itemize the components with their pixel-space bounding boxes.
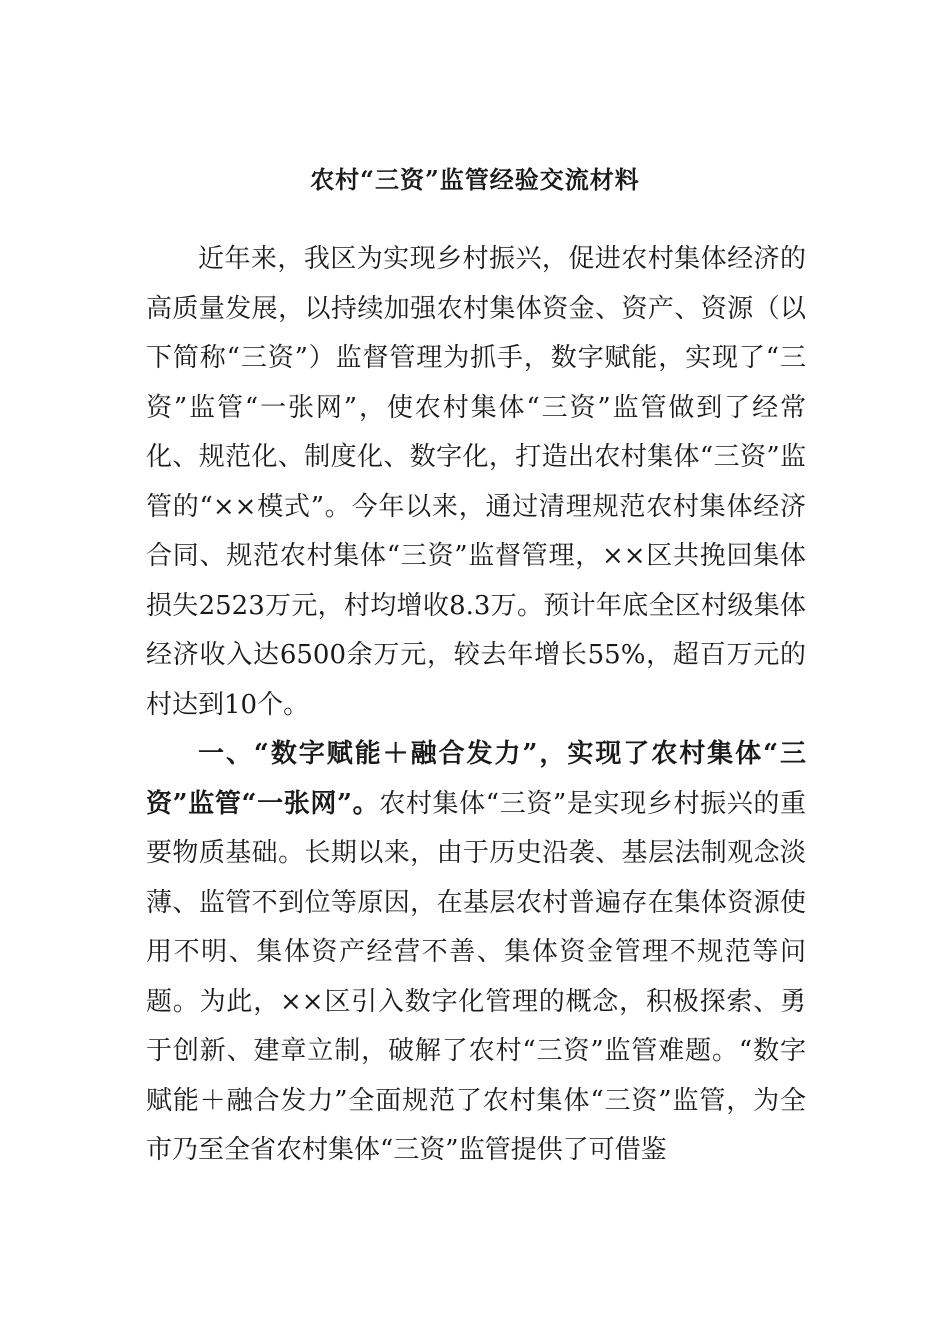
section-one-paragraph bbox=[146, 730, 806, 1176]
intro-paragraph bbox=[146, 235, 806, 730]
document-title: 农村“三资”监管经验交流材料 bbox=[310, 165, 640, 194]
document-body bbox=[146, 235, 806, 1176]
intro-paragraph-text: 近年来，我区为实现乡村振兴，促进农村集体经济的高质量发展，以持续加强农村集体资金、资产、资源（以下简称“三资”）监督管理为抓手，数字赋能，实现了“三资”监管“一张网”，使农村集体“三资”监管做到了经常化、规范化、制度化、数字化，打造出农村集体“三资”监管的“××模式”。今年以来，通过清理规范农村集体经济合同、规范农村集体“三资”监督管理，××区共挽回集体损失2523万元，村均增收8.3万。预计年底全区村级集体经济收入达6500余万元，较去年增长55%，超百万元的村达到10个。 bbox=[146, 244, 806, 720]
section-one-text: 农村集体“三资”是实现乡村振兴的重要物质基础。长期以来，由于历史沿袭、基层法制观念淡薄、监管不到位等原因，在基层农村普遍存在集体资源使用不明、集体资产经营不善、集体资金管理不规范等问题。为此，××区引入数字化管理的概念，积极探索、勇于创新、建章立制，破解了农村“三资”监管难题。“数字赋能＋融合发力”全面规范了农村集体“三资”监管，为全市乃至全省农村集体“三资”监管提供了可借鉴 bbox=[146, 788, 806, 1165]
section-one-heading: 一、“数字赋能＋融合发力”，实现了农村集体“三资”监管“一张网”。 bbox=[146, 739, 806, 819]
